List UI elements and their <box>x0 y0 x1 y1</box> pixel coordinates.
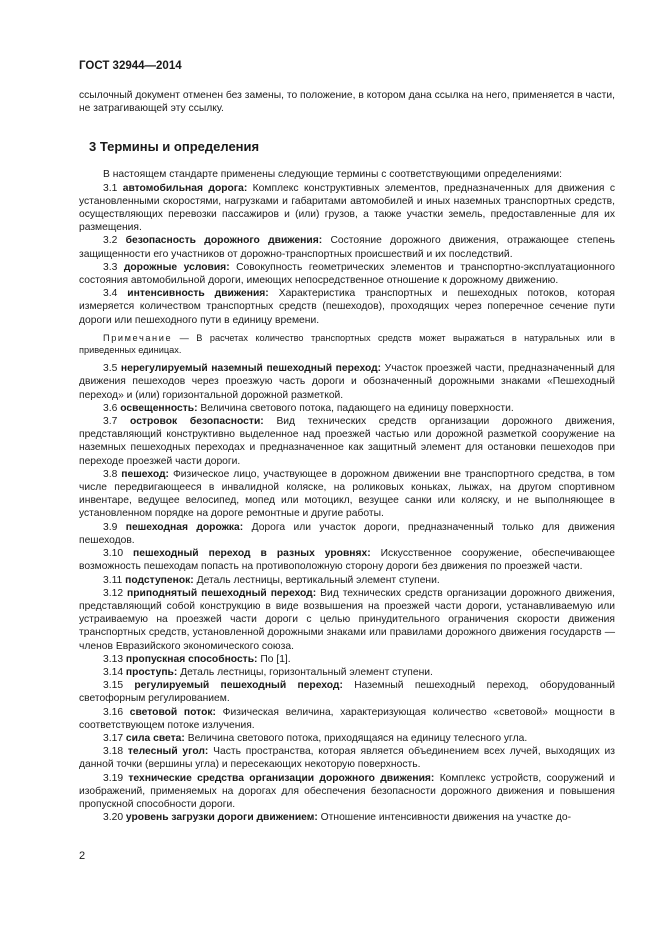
term-definition <box>79 772 615 812</box>
term-text: Физическая величина, характеризующая количество «световой» мощности в соответствующем потоке излучения. <box>79 706 615 731</box>
term-definition <box>79 706 615 732</box>
term-number: 3.1 <box>103 182 118 194</box>
term-number: 3.10 <box>103 548 124 560</box>
term-name: регулируемый пешеходный переход: <box>134 680 343 692</box>
term-number: 3.4 <box>103 288 118 300</box>
term-text: Отношение интенсивности движения на участке до- <box>320 812 572 824</box>
term-name: автомобильная дорога: <box>122 182 248 194</box>
term-number: 3.13 <box>103 653 124 665</box>
term-text: Вид технических средств организации дорожного движения, представляющий конструктивно выделенное над проезжей частью или дорожной разметкой сооружение на наземных пешеходных переходах и предназначенное как защитный элемент для остановки пешеходов при переходе проезжей части дороги. <box>79 416 615 467</box>
term-definition <box>79 182 615 235</box>
term-text: Величина светового потока, падающего на единицу поверхности. <box>200 402 514 414</box>
term-number: 3.9 <box>103 521 118 533</box>
term-number: 3.2 <box>103 235 118 247</box>
term-name: пропускная способность: <box>125 653 258 665</box>
term-definition <box>79 402 615 415</box>
term-definition <box>79 666 615 679</box>
term-name: пешеход: <box>121 468 169 480</box>
note-label: Примечание <box>103 332 173 343</box>
term-number: 3.11 <box>103 574 123 586</box>
term-definition <box>79 234 615 260</box>
term-definition <box>79 811 615 824</box>
term-text: Комплекс устройств, сооружений и изображений, применяемых на дорогах для обеспечения безопасности дорожного движения и повышения пропускной способности дороги. <box>79 772 615 810</box>
term-number: 3.3 <box>103 261 118 273</box>
document-header: ГОСТ 32944—2014 <box>79 60 182 72</box>
term-definition <box>79 574 615 587</box>
note <box>79 332 615 356</box>
section-intro: В настоящем стандарте применены следующие термины с соответствующими определениями: <box>103 169 563 181</box>
term-name: интенсивность движения: <box>127 288 269 300</box>
term-name: безопасность дорожного движения: <box>125 235 323 247</box>
term-text: Участок проезжей части, предназначенный для движения пешеходов через проезжую часть дороги и обозначенный дорожными знаками «Пешеходный переход» и (или) горизонтальной дорожной разметкой. <box>79 363 615 401</box>
term-text: Деталь лестницы, вертикальный элемент ступени. <box>196 574 440 586</box>
term-definition <box>79 261 615 287</box>
term-name: проступь: <box>125 666 178 678</box>
term-definition <box>79 745 615 771</box>
term-definition <box>79 468 615 521</box>
term-name: пешеходная дорожка: <box>125 521 244 533</box>
term-definition <box>79 415 615 468</box>
term-text: Искусственное сооружение, обеспечивающее возможность пешеходам попасть на противоположную сторону дороги без движения по проезжей части. <box>79 548 615 573</box>
term-name: приподнятый пешеходный переход: <box>127 587 317 599</box>
term-text: Величина светового потока, приходящаяся на единицу телесного угла. <box>187 732 528 744</box>
term-name: нерегулируемый наземный пешеходный переход: <box>120 363 382 375</box>
term-text: Физическое лицо, участвующее в дорожном движении вне транспортного средства, в том числе передвигающееся в инвалидной коляске, на роликовых коньках, лыжах, на другом спортивном инвентаре, ведущее велосипед, мопед или мотоцикл, везущее санки или коляску, и не выполняющее в установленном порядке на дороге ремонтные и другие работы. <box>79 468 615 520</box>
term-name: освещенность: <box>120 402 198 414</box>
term-text: Дорога или участок дороги, предназначенный только для движения пешеходов. <box>79 521 615 546</box>
term-text: Совокупность геометрических элементов и транспортно-эксплуатационного состояния автомобильной дороги, имеющих непосредственное отношение к дорожному движению. <box>79 261 615 287</box>
term-number: 3.7 <box>103 416 118 428</box>
document-body <box>79 89 615 824</box>
term-text: Деталь лестницы, горизонтальный элемент ступени. <box>180 666 433 678</box>
term-name: сила света: <box>125 732 185 744</box>
term-number: 3.14 <box>103 666 124 678</box>
term-text: Характеристика транспортных и пешеходных потоков, которая измеряется количеством транспортных средств (пешеходов), проходящих через поперечное сечение пути дороги или пешеходного пути в единицу времени. <box>79 288 615 326</box>
terms-list <box>79 362 615 824</box>
term-number: 3.5 <box>103 363 118 375</box>
term-name: пешеходный переход в разных уровнях: <box>133 548 371 560</box>
term-definition <box>79 679 615 705</box>
term-number: 3.19 <box>103 772 124 784</box>
term-name: световой поток: <box>129 706 216 718</box>
term-definition <box>79 547 615 573</box>
note-text: — В расчетах количество транспортных средств может выражаться в натуральных или в приведенных единицах. <box>79 332 615 356</box>
continuation-paragraph: ссылочный документ отменен без замены, то положение, в котором дана ссылка на него, применяется в части, не затрагивающей эту ссылку. <box>79 90 615 115</box>
term-definition <box>79 521 615 547</box>
term-definition <box>79 287 615 327</box>
term-text: Часть пространства, которая является объединением всех лучей, выходящих из данной точки (вершины угла) и пересекающих некоторую поверхность. <box>79 746 615 771</box>
term-number: 3.12 <box>103 587 124 599</box>
term-name: уровень загрузки дороги движением: <box>125 812 318 824</box>
term-number: 3.16 <box>103 706 124 718</box>
term-definition <box>79 653 615 666</box>
term-text: По [1]. <box>260 653 291 665</box>
term-text: Наземный пешеходный переход, оборудованный светофорным регулированием. <box>79 680 615 705</box>
term-name: дорожные условия: <box>123 261 230 273</box>
term-definition <box>79 362 615 402</box>
term-text: Состояние дорожного движения, отражающее степень защищенности его участников от дорожно-транспортных происшествий и их последствий. <box>79 235 615 260</box>
term-name: подступенок: <box>125 574 194 586</box>
term-number: 3.6 <box>103 402 118 414</box>
term-name: технические средства организации дорожного движения: <box>128 772 435 784</box>
term-definition <box>79 587 615 653</box>
term-name: островок безопасности: <box>130 416 264 428</box>
terms-list <box>79 182 615 327</box>
term-text: Комплекс конструктивных элементов, предназначенных для движения с установленными скоростями, нагрузками и габаритами автомобилей и иных наземных транспортных средств, осуществляющих перевозки пассажиров и (или) грузов, а также участки земель, предоставленные для их размещения. <box>79 182 615 234</box>
section-title: 3 Термины и определения <box>89 139 260 155</box>
term-number: 3.20 <box>103 812 124 824</box>
term-name: телесный угол: <box>127 746 209 758</box>
term-number: 3.18 <box>103 746 124 758</box>
term-definition <box>79 732 615 745</box>
term-number: 3.15 <box>103 680 124 692</box>
term-number: 3.17 <box>103 732 124 744</box>
page-number: 2 <box>79 850 86 862</box>
term-text: Вид технических средств организации дорожного движения, представляющий собой конструкцию в виде возвышения на проезжей части дороги, устанавливаемую или устраиваемую на проезжей части дороги с целью принудительного ограничения скорости движения транспортных средств, установленной дорожными знаками или правилами дорожного движения государств — членов Евразийского экономического союза. <box>79 587 615 652</box>
term-number: 3.8 <box>103 468 118 480</box>
